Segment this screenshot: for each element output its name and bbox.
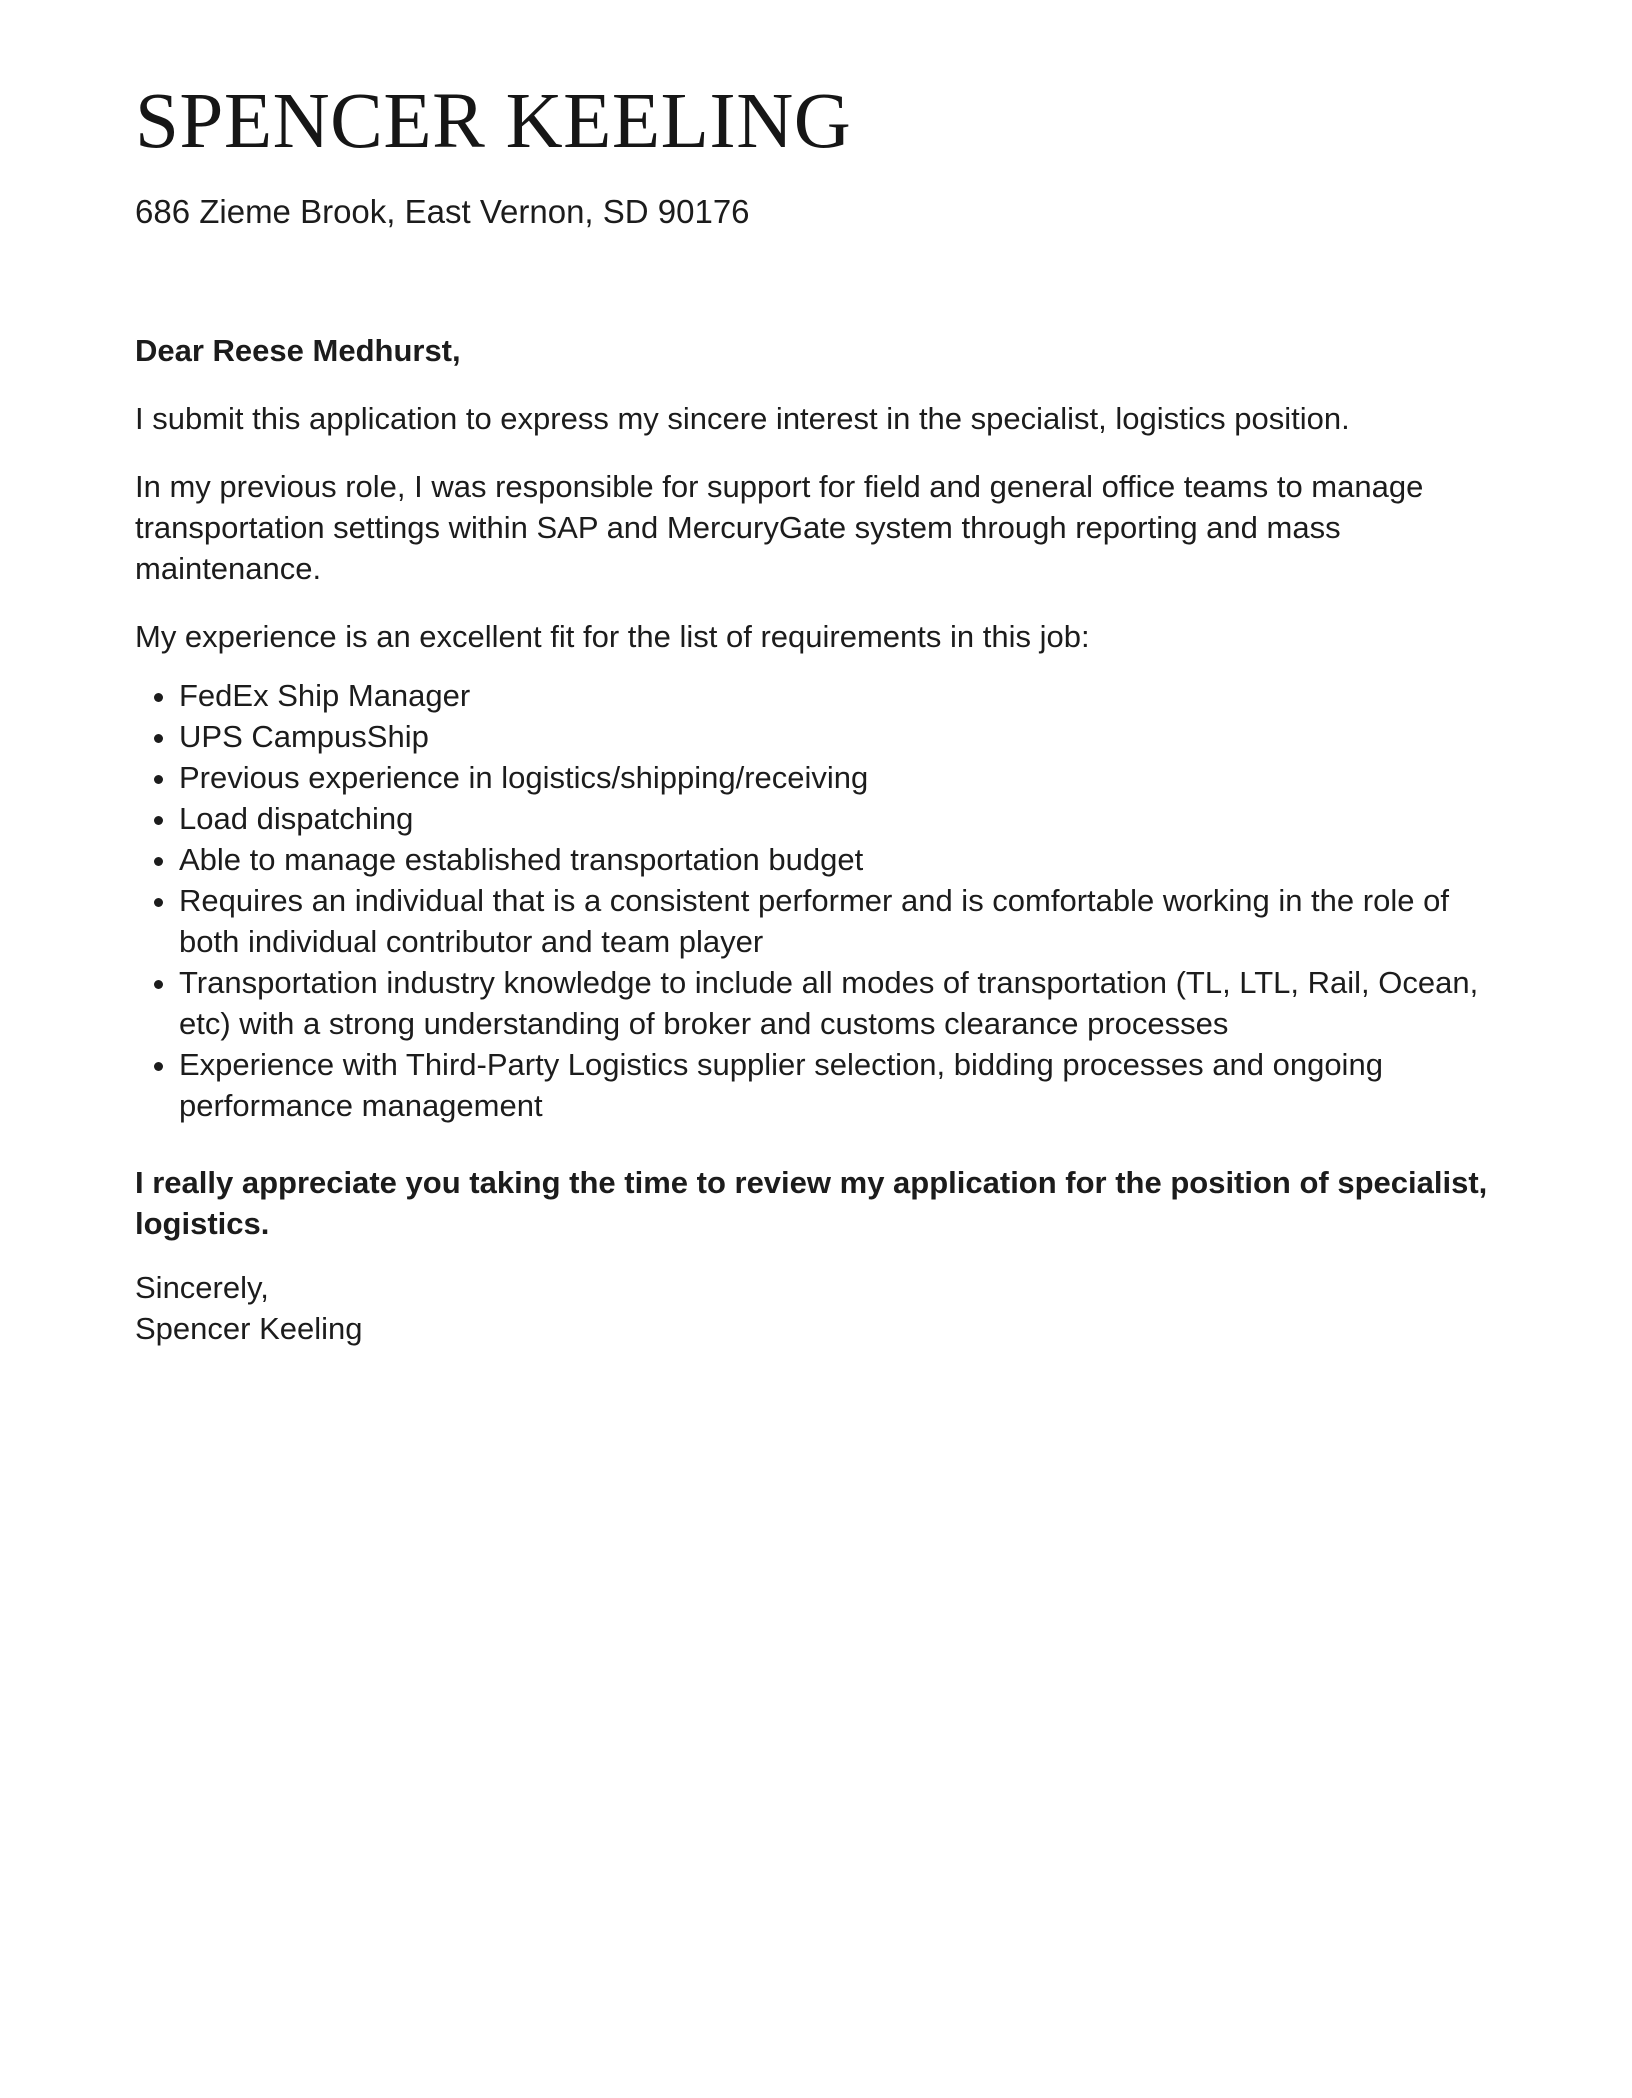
intro-paragraph: I submit this application to express my sincere interest in the specialist, logistics position. — [135, 401, 1350, 436]
letter-header — [135, 78, 1497, 232]
requirement-item: • Previous experience in logistics/shipping/receiving — [179, 757, 1497, 798]
requirement-item: • FedEx Ship Manager — [179, 675, 1497, 716]
applicant-address: 686 Zieme Brook, East Vernon, SD 90176 — [135, 193, 750, 230]
requirement-item: • UPS CampusShip — [179, 716, 1497, 757]
requirement-item: • Able to manage established transportation budget — [179, 839, 1497, 880]
previous-role-paragraph: In my previous role, I was responsible for support for field and general office teams to manage transportation settings within SAP and MercuryGate system through reporting and mass maintenance. — [135, 469, 1424, 586]
sign-off-line: Sincerely, — [135, 1270, 269, 1305]
requirement-item: • Requires an individual that is a consistent performer and is comfortable working in the role of both individual contributor and team player — [179, 880, 1497, 962]
requirements-list — [135, 675, 1497, 1126]
applicant-name: SPENCER KEELING — [135, 78, 852, 165]
requirement-item: • Transportation industry knowledge to include all modes of transportation (TL, LTL, Rail, Ocean, etc) with a strong understanding of broker and customs clearance processes — [179, 962, 1497, 1044]
signature-name: Spencer Keeling — [135, 1311, 363, 1346]
fit-intro-paragraph: My experience is an excellent fit for the list of requirements in this job: — [135, 619, 1090, 654]
closing-block — [135, 1267, 1497, 1349]
requirement-item: • Experience with Third-Party Logistics supplier selection, bidding processes and ongoing performance management — [179, 1044, 1497, 1126]
letter-body — [135, 330, 1497, 1349]
requirement-item: • Load dispatching — [179, 798, 1497, 839]
appreciation-paragraph: I really appreciate you taking the time to review my application for the position of specialist, logistics. — [135, 1165, 1488, 1241]
greeting-line: Dear Reese Medhurst, — [135, 333, 461, 368]
